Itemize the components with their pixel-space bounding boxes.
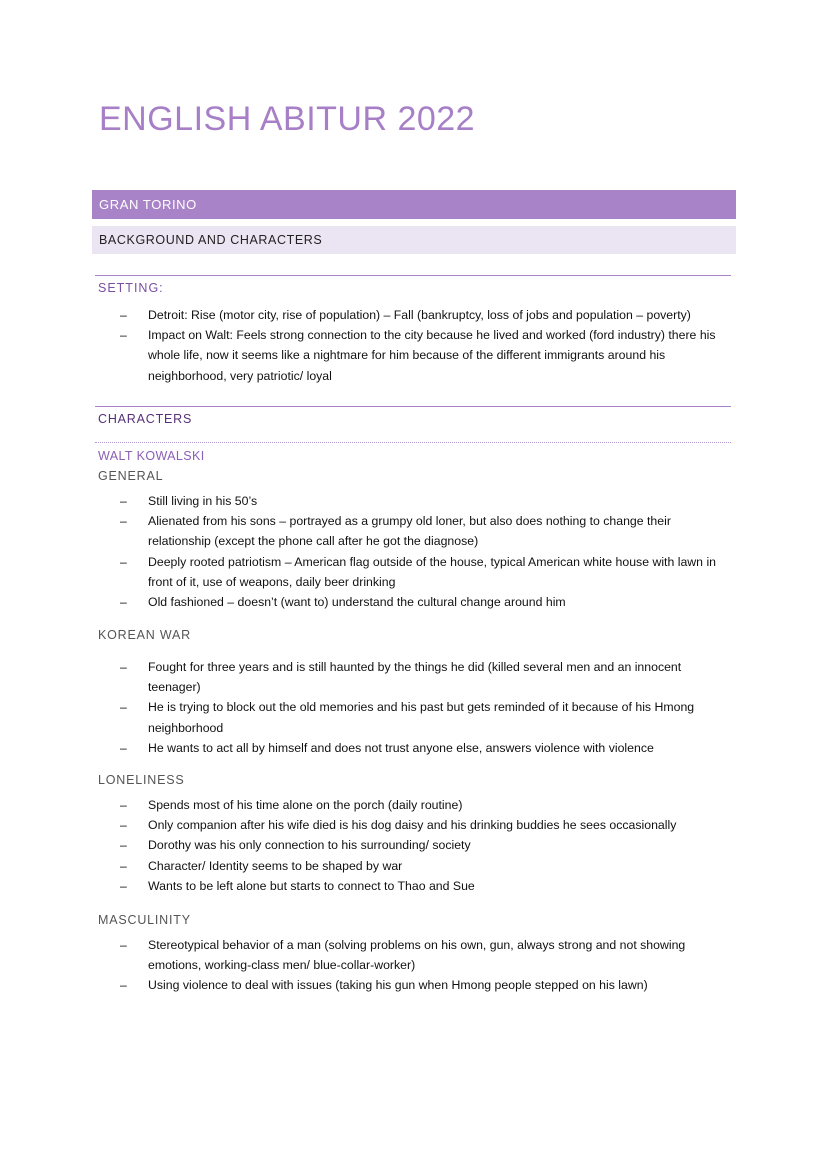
document-title: ENGLISH ABITUR 2022 [99, 100, 476, 138]
list-item: – Fought for three years and is still haunted by the things he did (killed several men and an innocent teenager) [120, 657, 730, 697]
section-divider [95, 275, 731, 276]
korean-war-heading: KOREAN WAR [98, 628, 191, 642]
masculinity-list [120, 935, 730, 996]
list-item: – Wants to be left alone but starts to connect to Thao and Sue [120, 876, 730, 896]
masculinity-heading: MASCULINITY [98, 913, 191, 927]
list-item: – Using violence to deal with issues (taking his gun when Hmong people stepped on his lawn) [120, 975, 730, 995]
subsection-banner-background: BACKGROUND AND CHARACTERS [92, 226, 736, 254]
list-item: – Dorothy was his only connection to his surrounding/ society [120, 835, 730, 855]
list-item: – Spends most of his time alone on the porch (daily routine) [120, 795, 730, 815]
list-item: – He is trying to block out the old memories and his past but gets reminded of it because of his Hmong neighborhood [120, 697, 730, 737]
general-heading: GENERAL [98, 469, 164, 483]
list-item: – Detroit: Rise (motor city, rise of population) – Fall (bankruptcy, loss of jobs and population – poverty) [120, 305, 730, 325]
loneliness-heading: LONELINESS [98, 773, 185, 787]
list-item: – Impact on Walt: Feels strong connection to the city because he lived and worked (ford industry) there his whole life, now it seems like a nightmare for him because of the different immigrants around his neighborhood, very patriotic/ loyal [120, 325, 730, 386]
list-item: – Old fashioned – doesn’t (want to) understand the cultural change around him [120, 592, 730, 612]
section-banner-gran-torino: GRAN TORINO [92, 190, 736, 219]
list-item: – Alienated from his sons – portrayed as a grumpy old loner, but also does nothing to change their relationship (except the phone call after he got the diagnose) [120, 511, 730, 551]
list-item: – Character/ Identity seems to be shaped by war [120, 856, 730, 876]
setting-heading: SETTING: [98, 281, 164, 295]
loneliness-list [120, 795, 730, 896]
list-item: – Deeply rooted patriotism – American flag outside of the house, typical American white house with lawn in front of it, use of weapons, daily beer drinking [120, 552, 730, 592]
dotted-divider [95, 442, 731, 443]
general-list [120, 491, 730, 612]
characters-heading: CHARACTERS [98, 412, 193, 426]
setting-list [120, 305, 730, 386]
list-item: – Still living in his 50’s [120, 491, 730, 511]
list-item: – Stereotypical behavior of a man (solving problems on his own, gun, always strong and not showing emotions, working-class men/ blue-collar-worker) [120, 935, 730, 975]
korean-war-list [120, 657, 730, 758]
list-item: – He wants to act all by himself and does not trust anyone else, answers violence with violence [120, 738, 730, 758]
character-name-heading: WALT KOWALSKI [98, 449, 205, 463]
list-item: – Only companion after his wife died is his dog daisy and his drinking buddies he sees occasionally [120, 815, 730, 835]
section-divider [95, 406, 731, 407]
